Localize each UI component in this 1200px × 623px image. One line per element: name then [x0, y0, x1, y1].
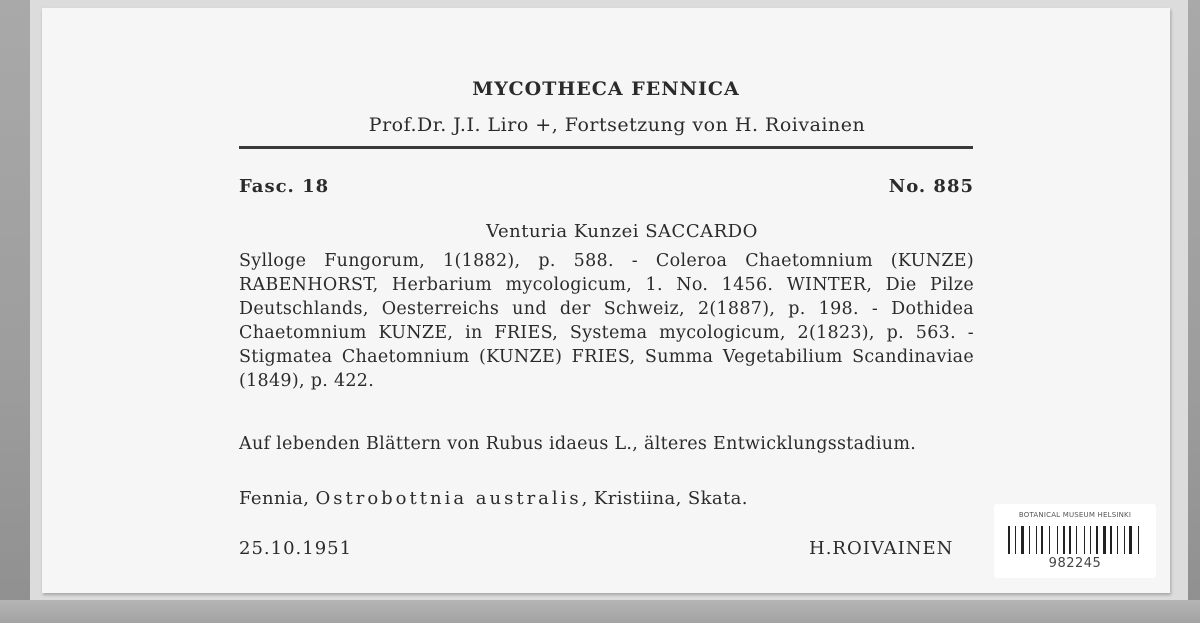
barcode-bar	[1093, 526, 1094, 554]
label-subtitle: Prof.Dr. J.I. Liro +, Fortsetzung von H. Roivainen	[368, 114, 866, 136]
barcode-bar	[1120, 526, 1122, 554]
label-title: MYCOTHECA FENNICA	[472, 78, 740, 100]
barcode-bar	[1041, 526, 1043, 554]
barcode-bar	[1138, 526, 1139, 554]
barcode-bars	[1008, 526, 1142, 554]
barcode-bar	[1021, 526, 1024, 554]
barcode-bar	[1015, 526, 1016, 554]
barcode-bar	[1134, 526, 1136, 554]
barcode-bar	[1008, 526, 1010, 554]
locality-region: Ostrobottnia australis	[315, 488, 582, 509]
barcode-label	[994, 504, 1156, 578]
barcode-bar	[1096, 526, 1098, 554]
barcode-bar	[1141, 526, 1142, 554]
exsiccata-number: No. 885	[888, 176, 974, 197]
barcode-bar	[1076, 526, 1077, 554]
barcode-bar	[1129, 526, 1132, 554]
barcode-bar	[1107, 526, 1108, 554]
barcode-bar	[1026, 526, 1027, 554]
barcode-bar	[1039, 526, 1040, 554]
header-rule	[239, 146, 973, 149]
barcode-bar	[1084, 526, 1085, 554]
barcode-bar	[1012, 526, 1013, 554]
barcode-bar	[1045, 526, 1047, 554]
barcode-number: 982245	[1048, 556, 1102, 571]
barcode-bar	[1124, 526, 1125, 554]
barcode-bar	[1036, 526, 1037, 554]
barcode-bar	[1073, 526, 1074, 554]
barcode-bar	[1029, 526, 1030, 554]
sheet-edge	[0, 600, 1200, 623]
barcode-bar	[1032, 526, 1034, 554]
specimen-label	[42, 8, 1170, 593]
fascicle-number: Fasc. 18	[239, 176, 330, 197]
barcode-bar	[1103, 526, 1106, 554]
collection-date: 25.10.1951	[239, 538, 353, 559]
barcode-bar	[1114, 526, 1115, 554]
barcode-bar	[1052, 526, 1055, 554]
barcode-bar	[1060, 526, 1061, 554]
habitat-text: Auf lebenden Blättern von Rubus idaeus L., älteres Entwicklungsstadium.	[239, 434, 917, 454]
species-name: Venturia Kunzei SACCARDO	[486, 221, 758, 242]
barcode-bar	[1127, 526, 1128, 554]
barcode-bar	[1090, 526, 1091, 554]
barcode-bar	[1086, 526, 1088, 554]
collector-name: H.ROIVAINEN	[809, 538, 954, 559]
locality-text	[239, 488, 748, 509]
locality-country: Fennia,	[239, 488, 316, 509]
barcode-bar	[1066, 526, 1067, 554]
barcode-bar	[1117, 526, 1118, 554]
barcode-bar	[1079, 526, 1082, 554]
barcode-bar	[1069, 526, 1071, 554]
citation-text: Sylloge Fungorum, 1(1882), p. 588. - Coleroa Chaetomnium (KUNZE) RABENHORST, Herbarium mycologicum, 1. No. 1456. WINTER, Die Pilze Deutschlands, Oesterreichs und der Schweiz, 2(1887), p. 198. - Dothidea Chaetomnium KUNZE, in FRIES, Systema mycologicum, 2(1823), p. 563. - Stigmatea Chaetomnium (KUNZE) FRIES, Summa Vegetabilium Scandinaviae (1849), p. 422.	[239, 251, 974, 391]
barcode-caption: BOTANICAL MUSEUM HELSINKI	[1018, 511, 1132, 519]
locality-place: , Kristiina, Skata.	[581, 488, 748, 509]
barcode-bar	[1063, 526, 1065, 554]
barcode-bar	[1057, 526, 1058, 554]
barcode-bar	[1110, 526, 1112, 554]
barcode-bar	[1049, 526, 1050, 554]
barcode-bar	[1100, 526, 1101, 554]
barcode-bar	[1018, 526, 1020, 554]
